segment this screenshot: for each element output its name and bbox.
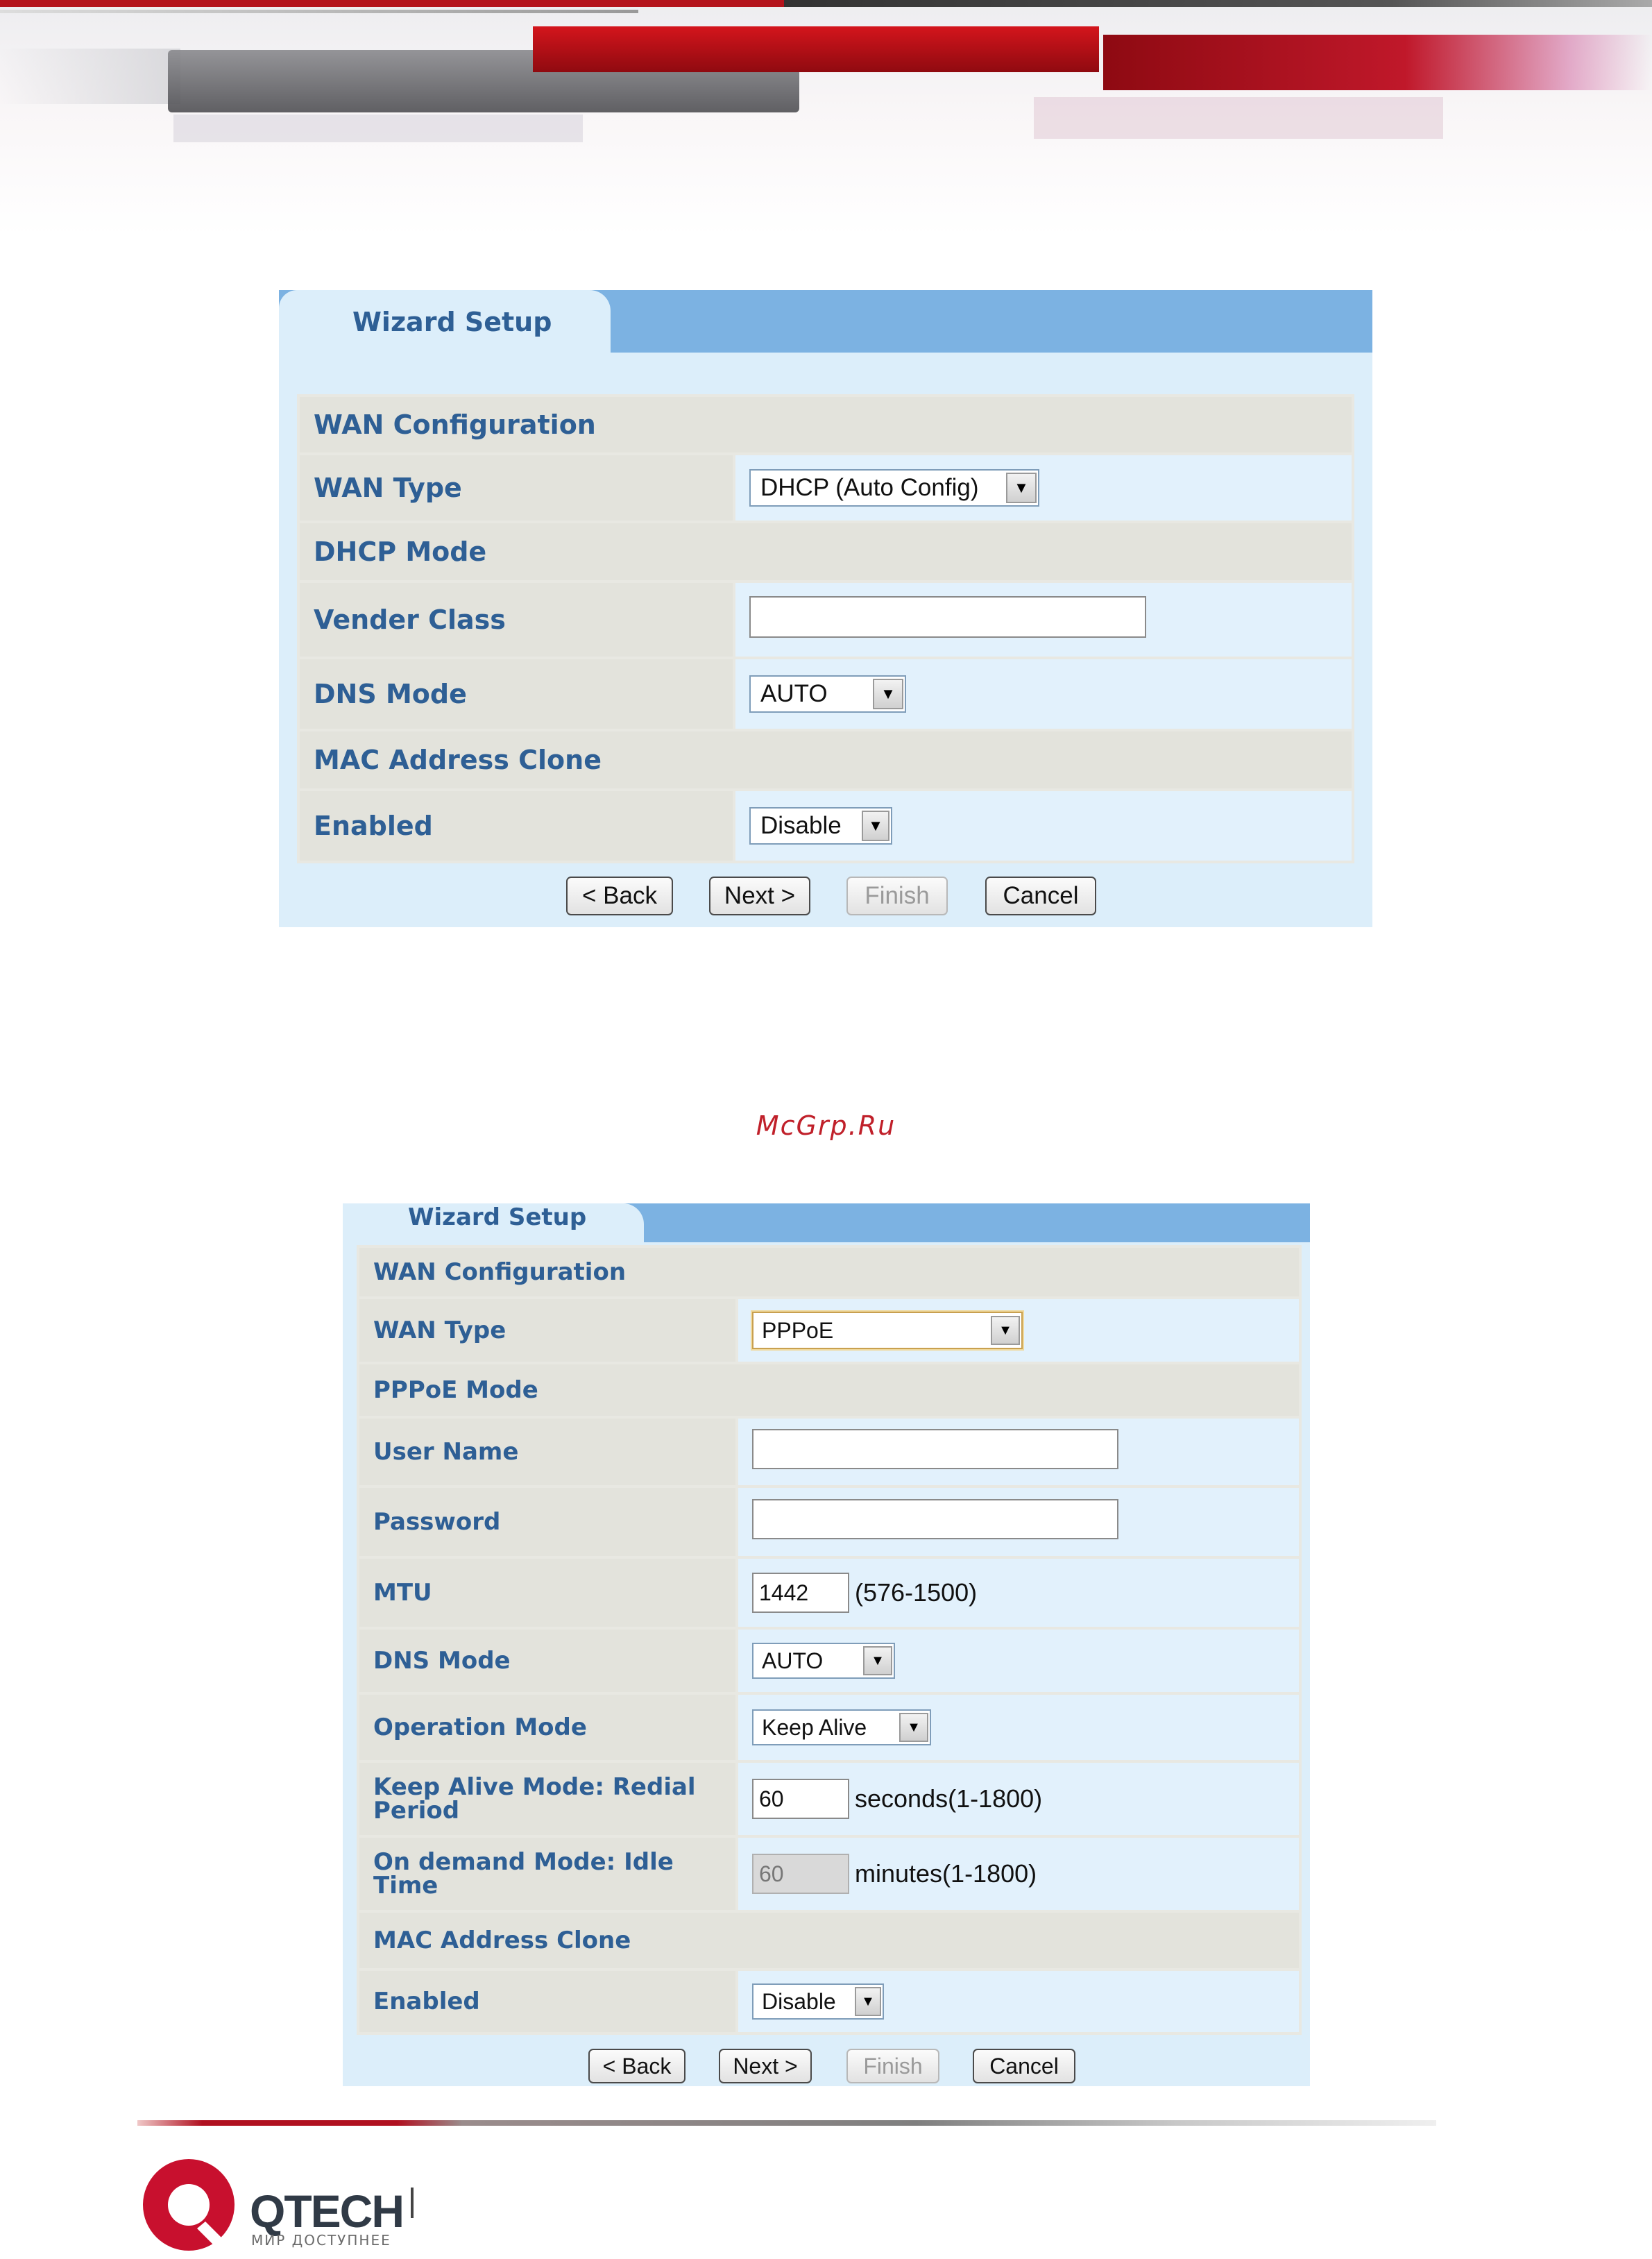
- tab-wizard-setup[interactable]: [279, 290, 611, 354]
- qtech-logo-icon: [139, 2155, 243, 2259]
- chevron-down-icon[interactable]: ▼: [863, 1646, 892, 1675]
- section-title: PPPoE Mode: [358, 1363, 1300, 1417]
- idle-time-input[interactable]: 60: [752, 1854, 849, 1894]
- redial-period-input[interactable]: 60: [752, 1779, 849, 1819]
- header-red-bar-right: [1103, 35, 1652, 90]
- page-header-banner: [0, 0, 1652, 250]
- enabled-label: Enabled: [298, 790, 734, 862]
- row-idle-time: [358, 1836, 1300, 1911]
- section-dhcp-mode: [298, 522, 1353, 582]
- cancel-button[interactable]: Cancel: [985, 877, 1096, 915]
- section-wan-configuration: [298, 396, 1353, 454]
- dns-mode-label: DNS Mode: [298, 658, 734, 730]
- section-title: MAC Address Clone: [298, 730, 1353, 790]
- row-dns-mode: [358, 1628, 1300, 1693]
- watermark-text: McGrp.Ru: [756, 1110, 896, 1141]
- back-button[interactable]: < Back: [566, 877, 673, 915]
- chevron-down-icon[interactable]: ▼: [855, 1987, 881, 2016]
- wizard-panel-dhcp: [279, 290, 1372, 927]
- row-enabled: [358, 1970, 1300, 2033]
- brand-name: QTECH: [250, 2185, 403, 2237]
- redial-period-unit: seconds(1-1800): [855, 1784, 1043, 1813]
- operation-mode-cell: [737, 1693, 1300, 1761]
- row-dns-mode: [298, 658, 1353, 730]
- operation-mode-select[interactable]: [752, 1709, 931, 1745]
- footer-divider: [137, 2120, 1436, 2126]
- redial-period-label: Keep Alive Mode: Redial Period: [358, 1761, 737, 1836]
- operation-mode-label: Operation Mode: [358, 1693, 737, 1761]
- row-user-name: [358, 1417, 1300, 1487]
- redial-period-cell: [737, 1761, 1300, 1836]
- section-mac-address-clone: [358, 1911, 1300, 1970]
- mtu-label: MTU: [358, 1557, 737, 1628]
- chevron-down-icon[interactable]: ▼: [862, 811, 889, 841]
- dns-mode-select[interactable]: [752, 1643, 895, 1679]
- next-button[interactable]: Next >: [709, 877, 810, 915]
- header-red-bar: [533, 26, 1099, 72]
- row-mtu: [358, 1557, 1300, 1628]
- wan-type-value: PPPoE: [762, 1317, 834, 1343]
- dns-mode-label: DNS Mode: [358, 1628, 737, 1693]
- mtu-field-group: [752, 1573, 1299, 1613]
- dns-mode-cell: [734, 658, 1353, 730]
- wan-type-select[interactable]: [752, 1312, 1023, 1349]
- row-wan-type: [358, 1298, 1300, 1363]
- row-password: [358, 1487, 1300, 1557]
- idle-time-unit: minutes(1-1800): [855, 1859, 1037, 1888]
- user-name-label: User Name: [358, 1417, 737, 1487]
- dns-mode-select[interactable]: [749, 675, 906, 713]
- next-button[interactable]: Next >: [719, 2049, 812, 2083]
- mtu-input[interactable]: 1442: [752, 1573, 849, 1613]
- button-row: [279, 877, 1372, 915]
- tab-wizard-setup[interactable]: [343, 1203, 644, 1244]
- chevron-down-icon[interactable]: ▼: [1006, 473, 1037, 503]
- wan-type-label: WAN Type: [358, 1298, 737, 1363]
- idle-time-label: On demand Mode: Idle Time: [358, 1836, 737, 1911]
- row-wan-type: [298, 454, 1353, 522]
- dns-mode-value: AUTO: [760, 680, 828, 707]
- row-redial-period: [358, 1761, 1300, 1836]
- wan-type-cell: [734, 454, 1353, 522]
- enabled-label: Enabled: [358, 1970, 737, 2033]
- header-blur-left: [0, 49, 180, 104]
- enabled-value: Disable: [762, 1988, 836, 2014]
- user-name-cell: [737, 1417, 1300, 1487]
- idle-time-cell: [737, 1836, 1300, 1911]
- header-blur-bottom: [173, 115, 583, 142]
- chevron-down-icon[interactable]: ▼: [873, 679, 903, 709]
- dns-mode-cell: [737, 1628, 1300, 1693]
- dns-mode-value: AUTO: [762, 1648, 824, 1673]
- wan-type-label: WAN Type: [298, 454, 734, 522]
- wizard-panel-pppoe: [343, 1203, 1310, 2086]
- user-name-input[interactable]: [752, 1429, 1118, 1469]
- vender-class-cell: [734, 582, 1353, 658]
- mtu-cell: [737, 1557, 1300, 1628]
- row-enabled: [298, 790, 1353, 862]
- wan-config-table: [297, 394, 1354, 863]
- password-label: Password: [358, 1487, 737, 1557]
- finish-button[interactable]: Finish: [846, 2049, 939, 2083]
- header-dark-line: [784, 0, 1652, 7]
- row-operation-mode: [358, 1693, 1300, 1761]
- mtu-range: (576-1500): [855, 1578, 978, 1607]
- vender-class-input[interactable]: [749, 596, 1146, 638]
- back-button[interactable]: < Back: [588, 2049, 686, 2083]
- brand-slogan: МИР ДОСТУПНЕЕ: [251, 2232, 391, 2249]
- section-mac-address-clone: [298, 730, 1353, 790]
- chevron-down-icon[interactable]: ▼: [991, 1316, 1020, 1345]
- tab-label: Wizard Setup: [408, 1203, 587, 1231]
- idle-field-group: [752, 1854, 1299, 1894]
- section-title: WAN Configuration: [298, 396, 1353, 454]
- redial-field-group: [752, 1779, 1299, 1819]
- row-vender-class: [298, 582, 1353, 658]
- section-pppoe-mode: [358, 1363, 1300, 1417]
- section-wan-configuration: [358, 1246, 1300, 1298]
- section-title: WAN Configuration: [358, 1246, 1300, 1298]
- header-blur-right: [1034, 97, 1443, 139]
- password-input[interactable]: [752, 1499, 1118, 1539]
- cancel-button[interactable]: Cancel: [973, 2049, 1075, 2083]
- enabled-select[interactable]: [752, 1983, 884, 2020]
- wan-type-select[interactable]: [749, 469, 1039, 507]
- wan-config-table: [357, 1245, 1302, 2035]
- chevron-down-icon[interactable]: ▼: [899, 1713, 928, 1742]
- header-red-line: [0, 0, 784, 7]
- finish-button[interactable]: Finish: [846, 877, 948, 915]
- enabled-select[interactable]: [749, 807, 892, 845]
- enabled-cell: [737, 1970, 1300, 2033]
- section-title: DHCP Mode: [298, 522, 1353, 582]
- header-thin-line: [0, 10, 638, 13]
- vender-class-label: Vender Class: [298, 582, 734, 658]
- tab-label: Wizard Setup: [352, 307, 552, 337]
- wan-type-value: DHCP (Auto Config): [760, 474, 979, 501]
- enabled-value: Disable: [760, 812, 842, 839]
- wan-type-cell: [737, 1298, 1300, 1363]
- enabled-cell: [734, 790, 1353, 862]
- password-cell: [737, 1487, 1300, 1557]
- operation-mode-value: Keep Alive: [762, 1714, 867, 1740]
- button-row: [343, 2049, 1310, 2083]
- footer-separator: [411, 2188, 414, 2218]
- section-title: MAC Address Clone: [358, 1911, 1300, 1970]
